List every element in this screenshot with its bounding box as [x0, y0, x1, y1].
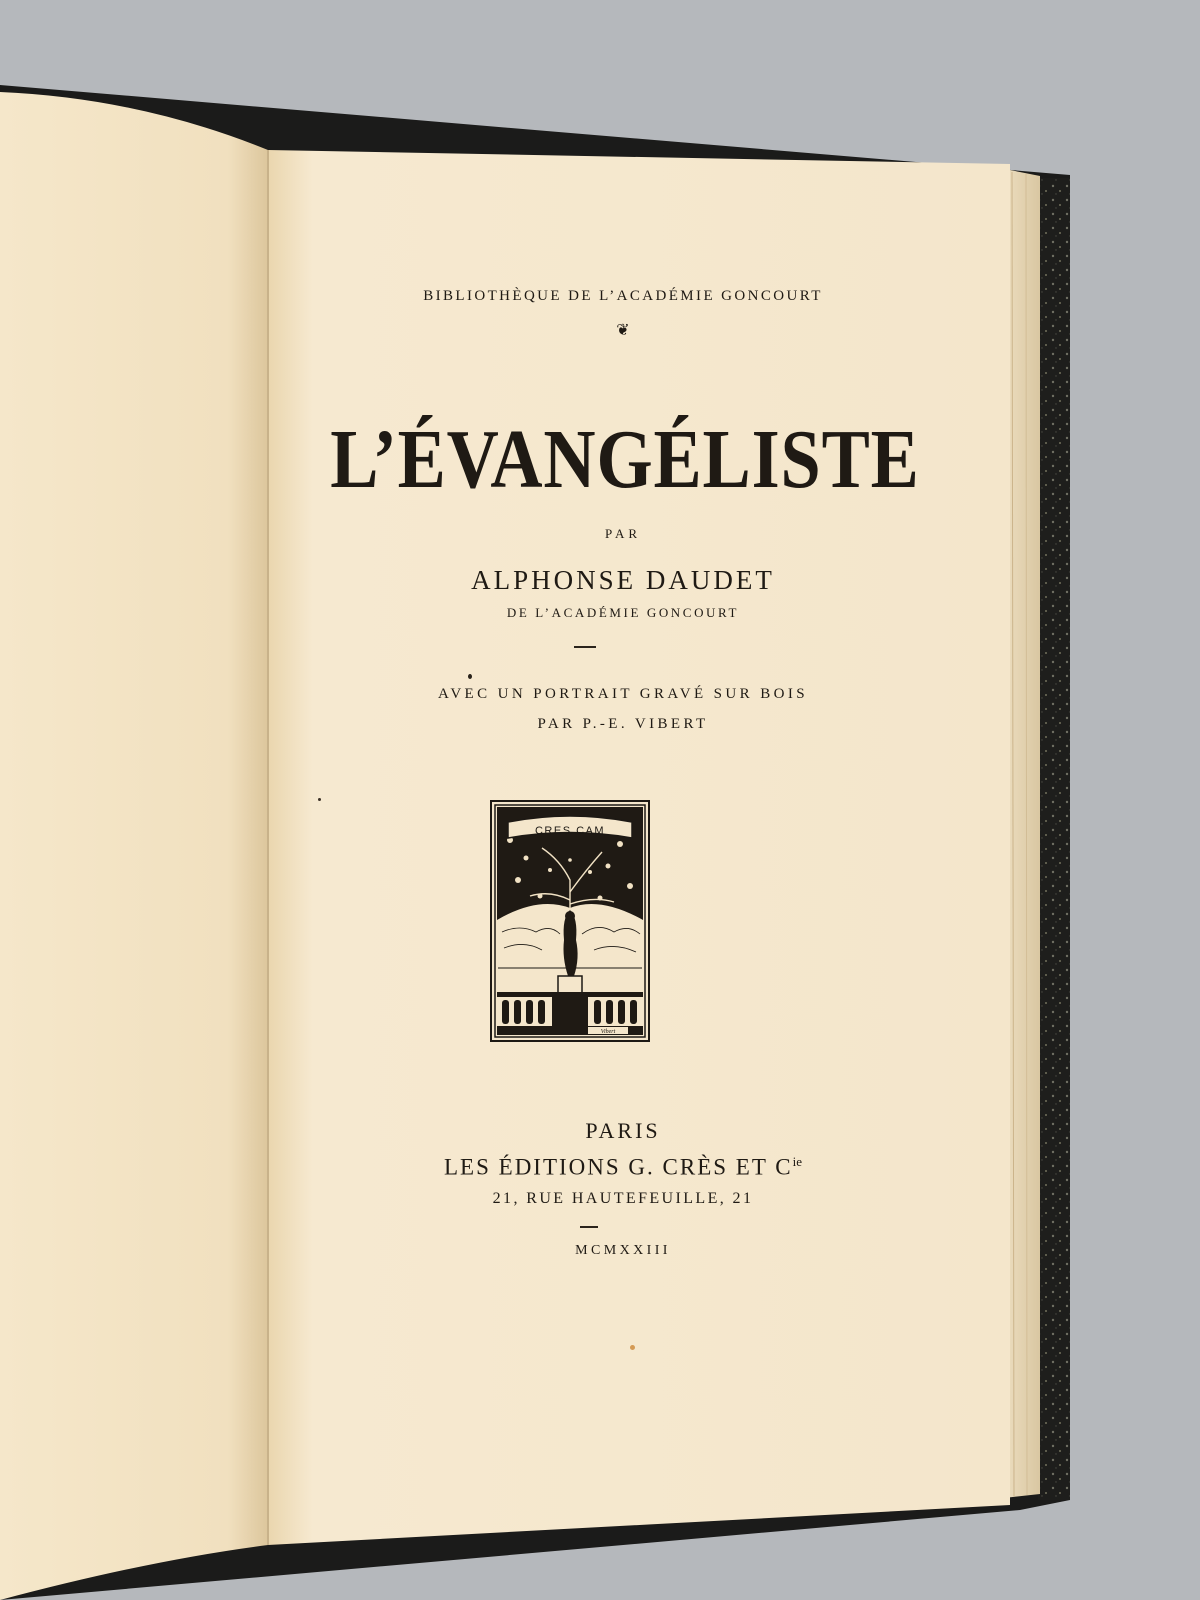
publisher-woodcut-mark: [490, 800, 650, 1042]
paper-spot: [468, 674, 472, 679]
divider-rule: [574, 646, 596, 648]
series-title: BIBLIOTHÈQUE DE L’ACADÉMIE GONCOURT: [423, 288, 823, 304]
fleuron-ornament-icon: ❦: [616, 322, 630, 339]
title-page: [272, 160, 1022, 1510]
by-label: PAR: [604, 526, 642, 541]
imprint-city: PARIS: [585, 1118, 661, 1143]
paper-spot: [318, 798, 321, 801]
portrait-note-line-2: PAR P.-E. VIBERT: [537, 716, 709, 732]
foxing-spot: [630, 1345, 635, 1350]
publication-year: MCMXXIII: [575, 1243, 671, 1258]
woodcut-signature: Vibert: [600, 1029, 616, 1035]
marbled-board-edge: [1038, 178, 1070, 1500]
publisher-name-text: LES ÉDITIONS G. CRÈS ET C: [444, 1154, 793, 1180]
publisher-address: 21, RUE HAUTEFEUILLE, 21: [492, 1190, 754, 1207]
author-name: ALPHONSE DAUDET: [471, 565, 775, 595]
publisher-name: [248, 1154, 998, 1181]
book-title: L’ÉVANGÉLISTE: [330, 413, 920, 506]
woodcut-banner-text: CRES CAM: [534, 825, 606, 837]
publisher-suffix: ie: [792, 1154, 802, 1169]
left-page: [0, 92, 268, 1600]
portrait-note-line-1: AVEC UN PORTRAIT GRAVÉ SUR BOIS: [438, 686, 808, 702]
author-affiliation: DE L’ACADÉMIE GONCOURT: [506, 605, 740, 620]
divider-rule-2: [580, 1226, 598, 1228]
